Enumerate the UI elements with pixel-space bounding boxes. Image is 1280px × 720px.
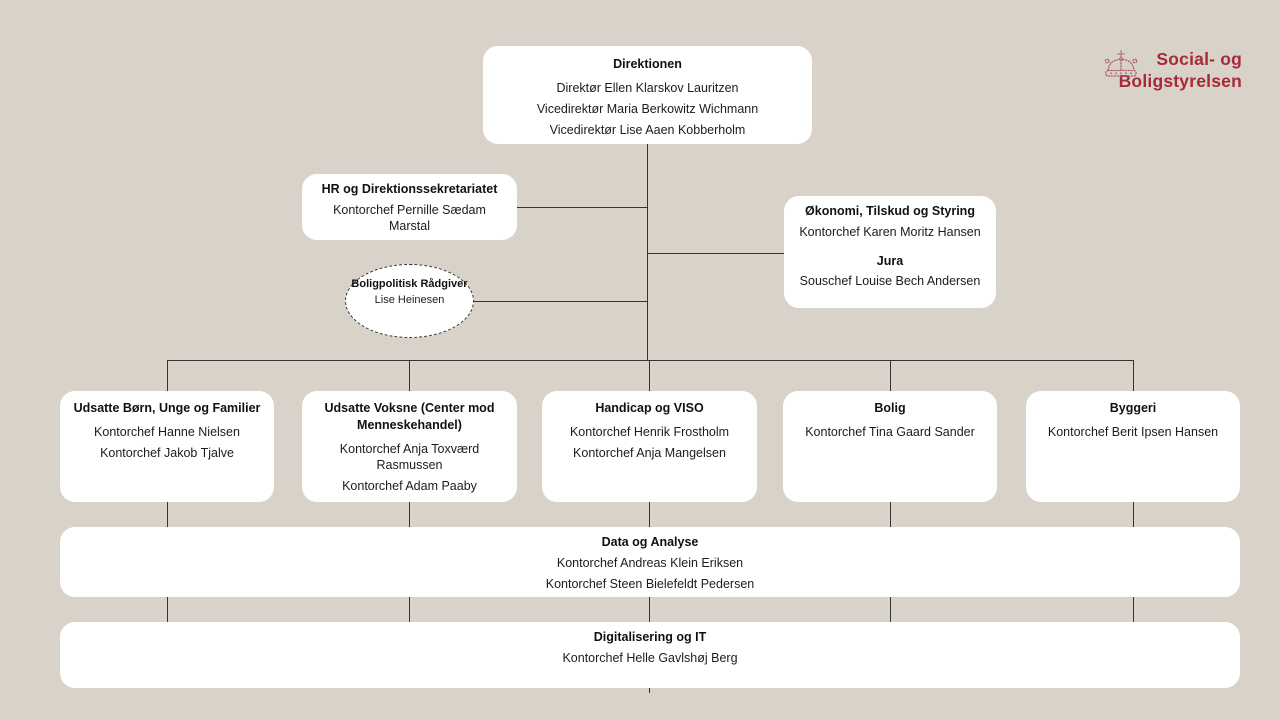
member-line: Kontorchef Anja Toxværd Rasmussen: [339, 442, 480, 472]
member-line: Kontorchef Henrik Frostholm: [569, 425, 730, 439]
node-okonomi-tilskud-styring: [784, 196, 996, 308]
member-line: Kontorchef Anja Mangelsen: [573, 446, 726, 460]
node-udsatte-boern-unge-familier: [60, 391, 274, 502]
connector-drop: [1133, 360, 1134, 391]
connector-drop: [409, 597, 410, 622]
member-line: Kontorchef Helle Gavlshøj Berg: [562, 651, 738, 665]
connector-stub: [649, 688, 650, 693]
member-line: Kontorchef Pernille Sædam Marstal: [333, 203, 486, 233]
logo-line1: Social- og: [1156, 49, 1242, 69]
node-title: Byggeri: [1109, 401, 1157, 415]
node-hr-direktionssekretariat: [302, 174, 517, 240]
member-line: Vicedirektør Maria Berkowitz Wichmann: [536, 102, 759, 116]
connector-drop: [649, 597, 650, 622]
member-list: [550, 424, 749, 461]
node-byggeri: [1026, 391, 1240, 502]
crown-icon: [1100, 50, 1142, 82]
member-line: Kontorchef Adam Paaby: [342, 479, 477, 493]
member-list: [346, 294, 473, 306]
member-list: [792, 224, 988, 240]
connector-drop: [649, 360, 650, 391]
node-digitalisering-og-it: [60, 622, 1240, 688]
logo-social-og-boligstyrelsen: [1100, 48, 1242, 92]
connector-drop: [1133, 597, 1134, 622]
node-title-jura: Jura: [876, 254, 904, 268]
member-list: [310, 441, 509, 494]
connector-hr: [517, 207, 648, 208]
node-bolig: [783, 391, 997, 502]
member-list: [316, 202, 503, 234]
member-line: Kontorchef Berit Ipsen Hansen: [1047, 425, 1219, 439]
connector-drop: [890, 597, 891, 622]
node-data-og-analyse: [60, 527, 1240, 597]
connector-drop: [890, 502, 891, 527]
connector-drop: [649, 502, 650, 527]
connector-drop: [409, 360, 410, 391]
connector-drop: [409, 502, 410, 527]
member-line: Kontorchef Karen Moritz Hansen: [799, 225, 981, 239]
node-direktionen: [483, 46, 812, 144]
member-list: [792, 273, 988, 289]
node-title: Digitalisering og IT: [593, 630, 707, 644]
node-title: Handicap og VISO: [595, 401, 704, 415]
connector-drop: [1133, 502, 1134, 527]
connector-raadgiver: [474, 301, 648, 302]
connector-row-bus: [167, 360, 1134, 361]
node-title: Boligpolitisk Rådgiver: [351, 278, 468, 290]
member-list: [1034, 424, 1232, 440]
member-line: Kontorchef Tina Gaard Sander: [805, 425, 975, 439]
node-title: Direktionen: [613, 57, 682, 71]
connector-trunk: [647, 143, 648, 361]
node-title: Økonomi, Tilskud og Styring: [805, 204, 975, 218]
node-title: HR og Direktionssekretariatet: [321, 182, 498, 196]
member-line: Kontorchef Hanne Nielsen: [94, 425, 240, 439]
member-list: [60, 555, 1240, 592]
member-line: Souschef Louise Bech Andersen: [799, 274, 981, 288]
node-title: Data og Analyse: [601, 535, 699, 549]
connector-drop: [167, 597, 168, 622]
connector-drop: [167, 360, 168, 391]
member-line: Kontorchef Jakob Tjalve: [100, 446, 234, 460]
node-handicap-viso: [542, 391, 757, 502]
connector-drop: [167, 502, 168, 527]
node-title: Bolig: [874, 401, 906, 415]
node-boligpolitisk-raadgiver: [345, 264, 474, 338]
member-line: Kontorchef Steen Bielefeldt Pedersen: [545, 577, 755, 591]
logo-line2: Boligstyrelsen: [1118, 71, 1242, 91]
node-udsatte-voksne: [302, 391, 517, 502]
node-title: Udsatte Børn, Unge og Familier: [73, 401, 261, 415]
member-list: [68, 424, 266, 461]
member-list: [791, 424, 989, 440]
member-line: Kontorchef Andreas Klein Eriksen: [556, 556, 744, 570]
connector-drop: [890, 360, 891, 391]
member-line: Direktør Ellen Klarskov Lauritzen: [556, 81, 739, 95]
node-title: Udsatte Voksne (Center mod Menneskehandel): [324, 401, 495, 432]
member-line: Lise Heinesen: [374, 294, 445, 306]
connector-okonomi: [648, 253, 784, 254]
member-list: [483, 80, 812, 138]
member-line: Vicedirektør Lise Aaen Kobberholm: [549, 123, 746, 137]
member-list: [60, 650, 1240, 666]
